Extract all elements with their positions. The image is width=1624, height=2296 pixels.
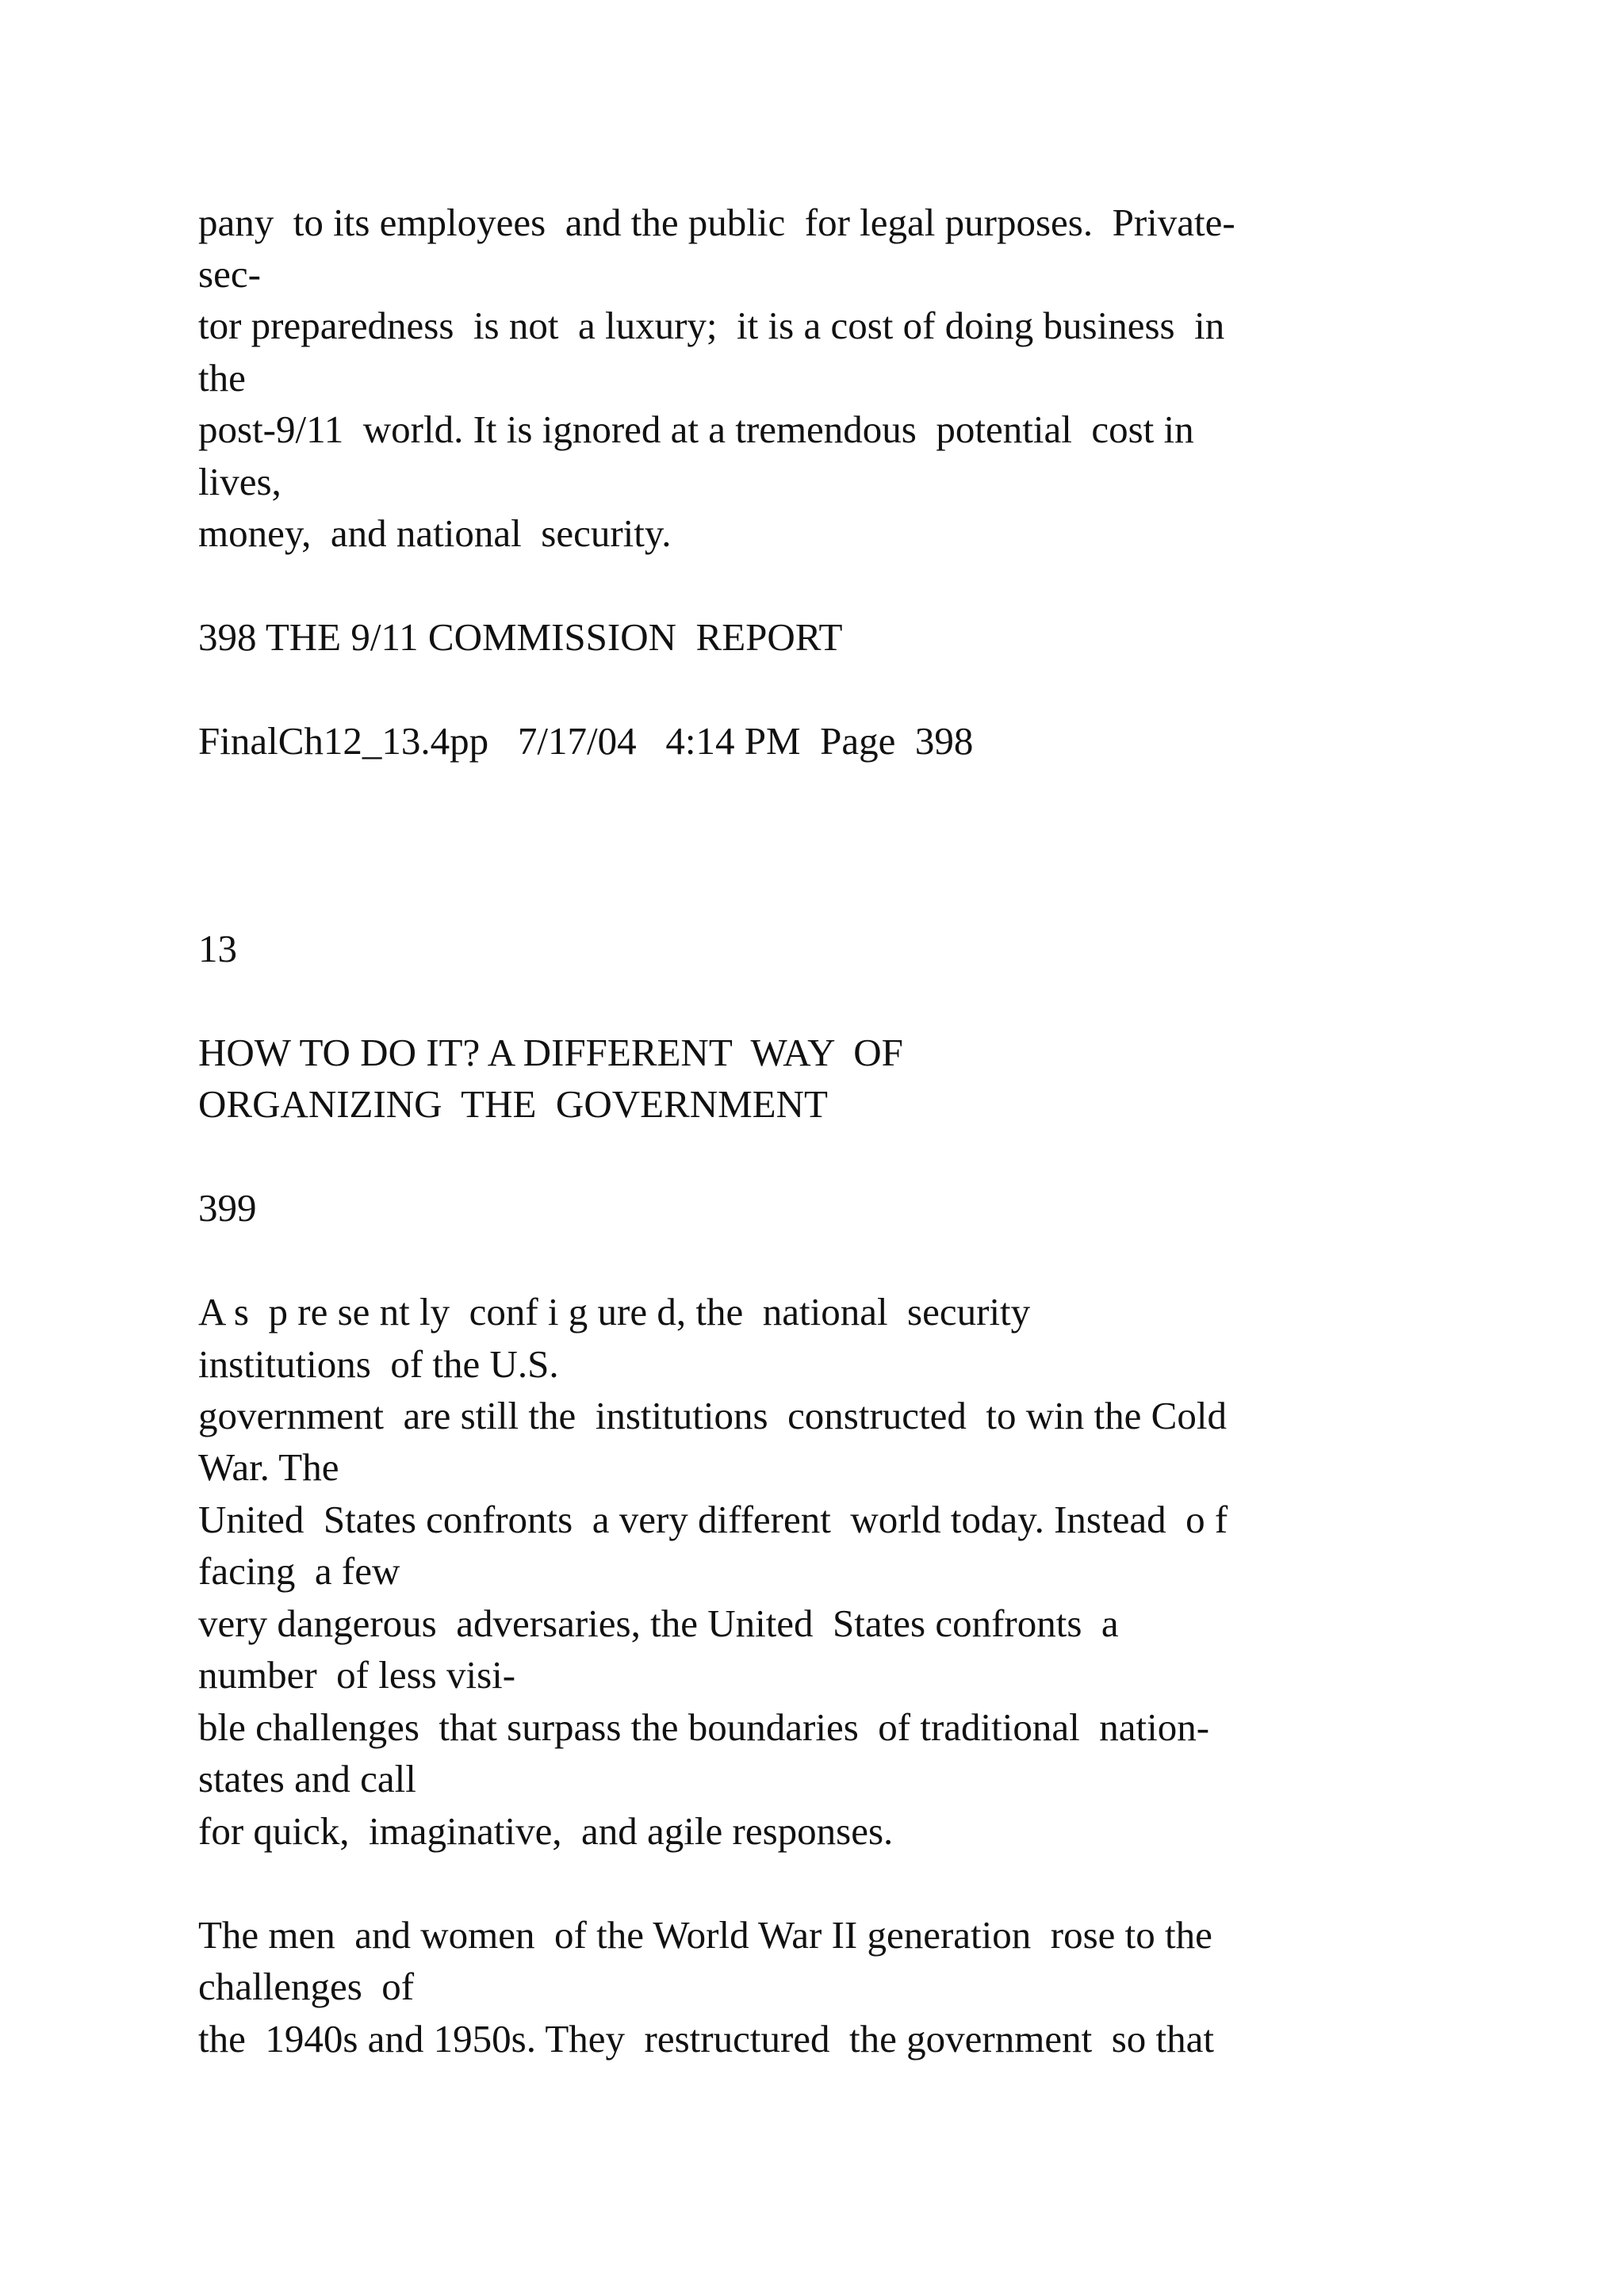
chapter-number: 13	[198, 927, 237, 970]
page-number: 399	[198, 1186, 257, 1230]
paragraph-line: facing a few	[198, 1549, 400, 1593]
paragraph-line: for quick, imaginative, and agile responses.	[198, 1809, 894, 1853]
paragraph-line: tor preparedness is not a luxury; it is a cost of doing business in	[198, 304, 1225, 347]
paragraph-line: challenges of	[198, 1965, 415, 2008]
paragraph-line: institutions of the U.S.	[198, 1342, 559, 1386]
paragraph-line: states and call	[198, 1757, 416, 1800]
paragraph-line: War. The	[198, 1445, 339, 1489]
paragraph-line: government are still the institutions constructed to win the Cold	[198, 1394, 1227, 1437]
paragraph-line: pany to its employees and the public for legal purposes. Private-	[198, 201, 1235, 244]
paragraph-line: number of less visi-	[198, 1653, 516, 1697]
paragraph-line: A s p re se nt ly conf i g ure d, the national security	[198, 1290, 1031, 1334]
paragraph-line: post-9/11 world. It is ignored at a tremendous potential cost in	[198, 408, 1194, 451]
paragraph-line: lives,	[198, 460, 282, 503]
paragraph-line: United States confronts a very different world today. Instead o f	[198, 1498, 1228, 1541]
chapter-title: HOW TO DO IT? A DIFFERENT WAY OF	[198, 1031, 903, 1074]
print-slug: FinalCh12_13.4pp 7/17/04 4:14 PM Page 398	[198, 719, 974, 763]
running-footer: 398 THE 9/11 COMMISSION REPORT	[198, 615, 843, 659]
paragraph-line: very dangerous adversaries, the United States confronts a	[198, 1601, 1119, 1645]
paragraph-line: sec-	[198, 252, 261, 296]
chapter-title: ORGANIZING THE GOVERNMENT	[198, 1082, 828, 1126]
paragraph-line: the 1940s and 1950s. They restructured the government so that	[198, 2017, 1214, 2061]
paragraph-line: The men and women of the World War II generation rose to the	[198, 1913, 1212, 1957]
paragraph-line: money, and national security.	[198, 511, 672, 555]
paragraph-line: the	[198, 356, 246, 400]
paragraph-line: ble challenges that surpass the boundaries of traditional nation-	[198, 1705, 1210, 1749]
